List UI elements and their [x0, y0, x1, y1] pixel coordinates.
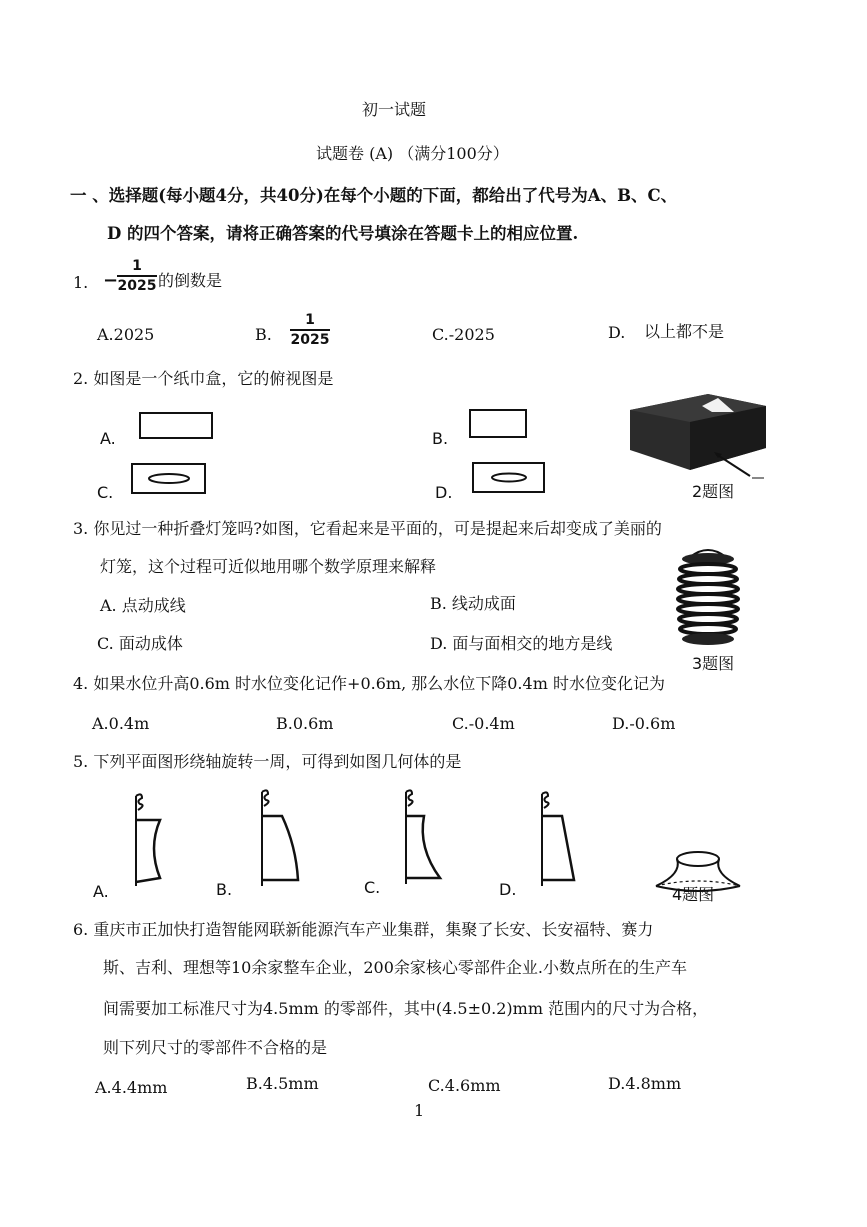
q5-option-d-label: D.	[499, 880, 517, 899]
q5-figure-caption: 4题图	[672, 885, 715, 904]
q3-lantern-figure	[676, 547, 740, 659]
q3-option-b: B. 线动成面	[430, 594, 516, 613]
q2-tissue-box-figure	[628, 392, 768, 484]
q2-option-b-rectangle	[469, 409, 527, 439]
q1-option-b-label: B.	[255, 325, 272, 344]
q2-option-d-label: D.	[435, 483, 453, 502]
page-title: 初一试题	[362, 100, 427, 119]
q5-option-b-shape	[252, 786, 302, 892]
q3-stem-line2: 灯笼，这个过程可近似地用哪个数学原理来解释	[100, 557, 437, 576]
q4-option-d: D.-0.6m	[612, 714, 676, 733]
q5-option-a-label: A.	[93, 882, 109, 901]
section-heading-line2: D 的四个答案，请将正确答案的代号填涂在答题卡上的相应位置.	[107, 224, 579, 243]
q1-minus-sign: −	[103, 270, 119, 291]
q2-option-a-label: A.	[100, 429, 116, 448]
q1-option-b-denominator: 2025	[290, 332, 330, 348]
q5-option-c-label: C.	[364, 878, 381, 897]
q5-option-a-shape	[126, 790, 166, 890]
q2-option-a-rectangle	[139, 412, 213, 440]
q2-stem: 2. 如图是一个纸巾盒，它的俯视图是	[73, 369, 334, 388]
q6-stem-line1: 6. 重庆市正加快打造智能网联新能源汽车产业集群，集聚了长安、长安福特、赛力	[73, 920, 654, 939]
q4-stem: 4. 如果水位升高0.6m 时水位变化记作+0.6m, 那么水位下降0.4m 时水位变化记为	[73, 674, 665, 693]
q3-option-a: A. 点动成线	[100, 596, 186, 615]
q1-option-c: C.-2025	[432, 325, 495, 344]
q5-option-b-label: B.	[216, 880, 233, 899]
q6-stem-line4: 则下列尺寸的零部件不合格的是	[103, 1038, 328, 1057]
q3-option-d: D. 面与面相交的地方是线	[430, 634, 613, 653]
q1-option-a: A.2025	[97, 325, 155, 344]
q5-stem: 5. 下列平面图形绕轴旋转一周，可得到如图几何体的是	[73, 752, 462, 771]
q1-number: 1.	[73, 273, 89, 292]
page-number: 1	[414, 1101, 425, 1120]
q1-fraction-denominator: 2025	[117, 278, 157, 294]
q2-option-c-rectangle-ellipse	[131, 463, 207, 495]
q1-stem-text: 的倒数是	[158, 271, 223, 290]
q6-option-c: C.4.6mm	[428, 1076, 501, 1095]
q1-fraction-numerator: 1	[132, 258, 142, 274]
q1-option-b-numerator: 1	[305, 312, 315, 328]
q5-option-d-shape	[532, 788, 578, 892]
q6-option-d: D.4.8mm	[608, 1074, 682, 1093]
q2-option-c-label: C.	[97, 483, 114, 502]
q1-option-b-fraction	[290, 312, 330, 348]
q6-stem-line2: 斯、吉利、理想等10余家整车企业，200余家核心零部件企业.小数点所在的生产车	[103, 958, 687, 977]
page-subtitle: 试题卷 (A) （满分100分）	[316, 144, 509, 163]
q4-option-a: A.0.4m	[92, 714, 150, 733]
q3-option-c: C. 面动成体	[97, 634, 183, 653]
q3-stem-line1: 3. 你见过一种折叠灯笼吗?如图，它看起来是平面的，可是提起来后却变成了美丽的	[73, 519, 662, 538]
q2-figure-caption: 2题图	[692, 482, 735, 501]
q1-option-d-label: D.	[608, 323, 626, 342]
q2-option-d-rectangle-ellipse	[472, 462, 546, 494]
q4-option-b: B.0.6m	[276, 714, 334, 733]
q2-option-b-label: B.	[432, 429, 449, 448]
section-heading-line1: 一 、选择题(每小题4分，共40分)在每个小题的下面，都给出了代号为A、B、C、	[70, 186, 678, 205]
q6-stem-line3: 间需要加工标准尺寸为4.5mm 的零部件，其中(4.5±0.2)mm 范围内的尺寸为合格，	[103, 999, 709, 1018]
q3-figure-caption: 3题图	[692, 654, 735, 673]
q1-option-d-text: 以上都不是	[644, 322, 725, 341]
q6-option-b: B.4.5mm	[246, 1074, 319, 1093]
q6-option-a: A.4.4mm	[95, 1078, 168, 1097]
q4-option-c: C.-0.4m	[452, 714, 515, 733]
q1-fraction	[117, 258, 157, 294]
q5-option-c-shape	[396, 786, 448, 890]
